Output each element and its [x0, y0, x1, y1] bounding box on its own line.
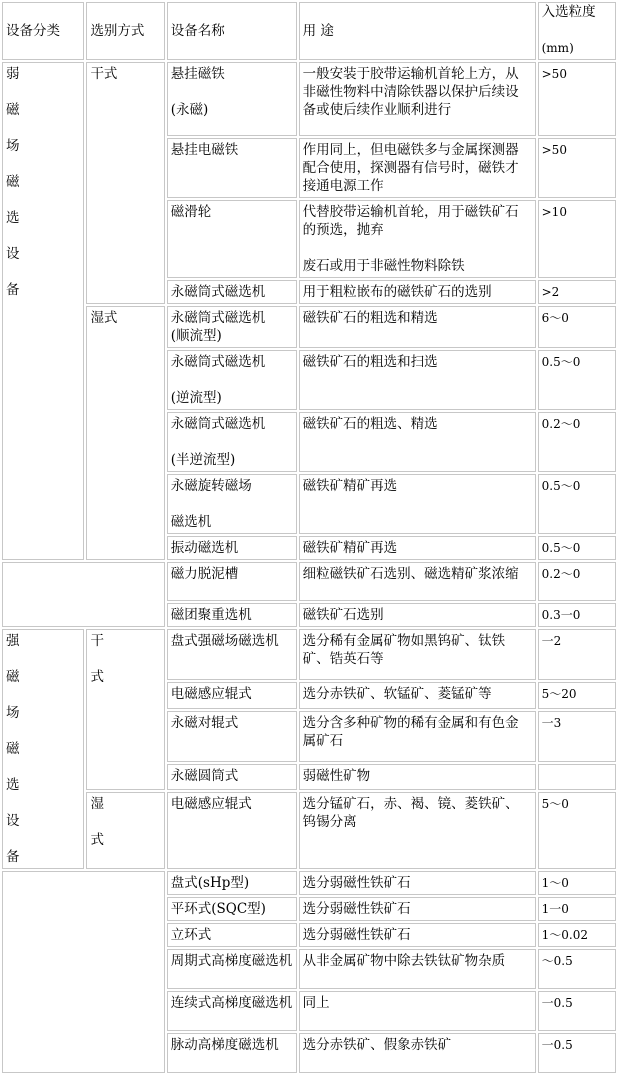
equipment-usage: 磁铁矿石的粗选和扫选: [299, 350, 536, 410]
particle-size: 1一0: [538, 897, 616, 921]
equipment-name: 盘式(sHp型): [167, 871, 297, 895]
equipment-name: 永磁旋转磁场 磁选机: [167, 474, 297, 534]
particle-size: 0.2～0: [538, 412, 616, 472]
particle-size: 1～0.02: [538, 923, 616, 947]
particle-size: ～0.5: [538, 949, 616, 989]
particle-size: [538, 764, 616, 791]
equipment-usage: 同上: [299, 991, 536, 1031]
equipment-usage: 选分稀有金属矿物如黑钨矿、钛铁矿、锆英石等: [299, 629, 536, 680]
particle-size: 一3: [538, 711, 616, 762]
equipment-usage: 代替胶带运输机首轮，用于磁铁矿石的预选，抛弃 废石或用于非磁性物料除铁: [299, 200, 536, 278]
equipment-name: 悬挂磁铁 (永磁): [167, 62, 297, 136]
equipment-name: 悬挂电磁铁: [167, 138, 297, 198]
particle-size: 一2: [538, 629, 616, 680]
equipment-name: 振动磁选机: [167, 536, 297, 560]
equipment-name: 电磁感应辊式: [167, 682, 297, 709]
equipment-name: 周期式高梯度磁选机: [167, 949, 297, 989]
particle-size: 0.5～0: [538, 474, 616, 534]
header-size: [538, 2, 616, 60]
header-name: 设备名称: [167, 2, 297, 60]
table-row: [2, 792, 616, 869]
header-row: [2, 2, 616, 60]
equipment-usage: 选分赤铁矿、假象赤铁矿: [299, 1033, 536, 1073]
particle-size: 1～0: [538, 871, 616, 895]
equipment-usage: 磁铁矿精矿再选: [299, 536, 536, 560]
equipment-name: 永磁筒式磁选机 (逆流型): [167, 350, 297, 410]
equipment-usage: 细粒磁铁矿石选别、磁选精矿浆浓缩: [299, 562, 536, 601]
equipment-usage: 选分赤铁矿、软锰矿、菱锰矿等: [299, 682, 536, 709]
equipment-name: 磁团聚重选机: [167, 603, 297, 627]
equipment-usage: 作用同上，但电磁铁多与金属探测器配合使用，探测器有信号时，磁铁才接通电源工作: [299, 138, 536, 198]
equipment-name: 永磁筒式磁选机 (半逆流型): [167, 412, 297, 472]
particle-size: >10: [538, 200, 616, 278]
particle-size: >50: [538, 62, 616, 136]
equipment-usage: 一般安装于胶带运输机首轮上方，从非磁性物料中清除铁器以保护后续设备或使后续作业顺利进行: [299, 62, 536, 136]
particle-size: >2: [538, 280, 616, 304]
equipment-name: 永磁筒式磁选机: [167, 280, 297, 304]
equipment-name: 连续式高梯度磁选机: [167, 991, 297, 1031]
equipment-name: 磁滑轮: [167, 200, 297, 278]
equipment-name: 电磁感应辊式: [167, 792, 297, 869]
equipment-usage: 选分弱磁性铁矿石: [299, 923, 536, 947]
strong-category: 强 磁 场 磁 选 设 备: [2, 629, 84, 869]
particle-size: >50: [538, 138, 616, 198]
particle-size: 一0.5: [538, 1033, 616, 1073]
equipment-name: 脉动高梯度磁选机: [167, 1033, 297, 1073]
blank-cell: [2, 562, 165, 627]
equipment-name: 永磁筒式磁选机 (顺流型): [167, 306, 297, 348]
equipment-usage: 选分弱磁性铁矿石: [299, 871, 536, 895]
equipment-name: 磁力脱泥槽: [167, 562, 297, 601]
header-category: 设备分类: [2, 2, 84, 60]
particle-size: 6～0: [538, 306, 616, 348]
header-usage: 用 途: [299, 2, 536, 60]
header-method: 选别方式: [86, 2, 164, 60]
equipment-usage: 用于粗粒嵌布的磁铁矿石的选别: [299, 280, 536, 304]
particle-size: 0.3一0: [538, 603, 616, 627]
equipment-usage: 弱磁性矿物: [299, 764, 536, 791]
equipment-name: 平环式(SQC型): [167, 897, 297, 921]
weak-category: 弱 磁 场 磁 选 设 备: [2, 62, 84, 560]
particle-size: 5～20: [538, 682, 616, 709]
blank-cell: [2, 871, 165, 1073]
equipment-usage: 磁铁矿石的粗选、精选: [299, 412, 536, 472]
equipment-usage: 磁铁矿精矿再选: [299, 474, 536, 534]
table-row: [2, 62, 616, 136]
particle-size: 0.5～0: [538, 536, 616, 560]
particle-size: 5～0: [538, 792, 616, 869]
equipment-name: 立环式: [167, 923, 297, 947]
equipment-usage: 选分锰矿石，赤、褐、镜、菱铁矿、钨锡分离: [299, 792, 536, 869]
header-size-label: 入选粒度: [541, 4, 596, 20]
table-row: [2, 871, 616, 895]
table-row: [2, 629, 616, 680]
equipment-usage: 选分含多种矿物的稀有金属和有色金属矿石: [299, 711, 536, 762]
particle-size: 一0.5: [538, 991, 616, 1031]
table-row: [2, 562, 616, 601]
strong-dry-method: 干 式: [86, 629, 164, 790]
equipment-usage: 选分弱磁性铁矿石: [299, 897, 536, 921]
equipment-name: 永磁对辊式: [167, 711, 297, 762]
particle-size: 0.2～0: [538, 562, 616, 601]
particle-size: 0.5～0: [538, 350, 616, 410]
weak-dry-method: 干式: [86, 62, 164, 304]
equipment-usage: 磁铁矿石的粗选和精选: [299, 306, 536, 348]
equipment-name: 永磁圆筒式: [167, 764, 297, 791]
strong-wet-method: 湿 式: [86, 792, 164, 869]
equipment-usage: 从非金属矿物中除去铁钛矿物杂质: [299, 949, 536, 989]
equipment-name: 盘式强磁场磁选机: [167, 629, 297, 680]
weak-wet-method: 湿式: [86, 306, 164, 560]
header-size-unit: (mm): [541, 41, 574, 55]
equipment-usage: 磁铁矿石选别: [299, 603, 536, 627]
table-row: [2, 306, 616, 348]
